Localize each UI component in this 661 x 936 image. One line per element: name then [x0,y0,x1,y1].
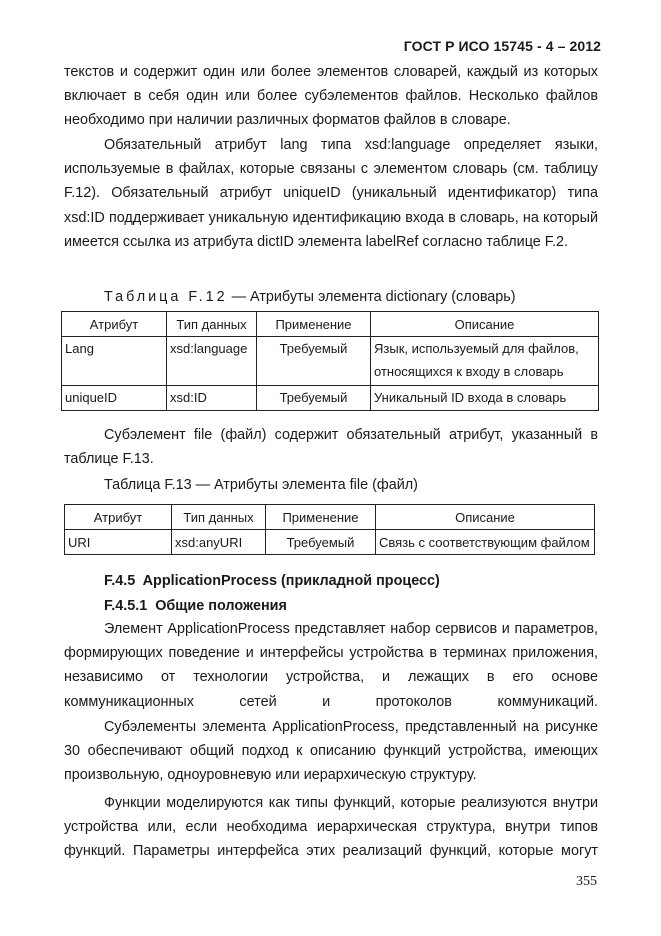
col-header-attribute: Атрибут [65,505,172,530]
cell-attribute: Lang [62,337,167,386]
paragraph-intro: текстов и содержит один или более элементов словарей, каждый из которых включает в себя один или более субэлементов файлов. Несколько файлов необходимо при наличии различных форматов файлов в словаре. [64,64,598,129]
cell-datatype: xsd:ID [167,386,257,411]
paragraph-application-process: Элемент ApplicationProcess представляет набор сервисов и параметров, формирующих поведение и интерфейсы устройства в терминах приложения, независимо от технологии устройства, и лежащих в его основе коммуникационных сетей и протоколов коммуникаций. [64,621,598,710]
table-row [62,337,599,386]
table-f12-caption [104,287,516,307]
table-f12-caption-label: Таблица F.12 [104,289,228,305]
table-f12-caption-text: — Атрибуты элемента dictionary (словарь) [227,289,516,305]
table-row [65,530,595,555]
col-header-usage: Применение [266,505,376,530]
cell-datatype: xsd:anyURI [172,530,266,555]
table-row [62,386,599,411]
cell-usage: Требуемый [257,386,371,411]
col-header-attribute: Атрибут [62,312,167,337]
cell-attribute: uniqueID [62,386,167,411]
cell-usage: Требуемый [266,530,376,555]
paragraph-file-subelement: Субэлемент file (файл) содержит обязательный атрибут, указанный в таблице F.13. [64,427,598,468]
section-heading-f45: F.4.5 ApplicationProcess (прикладной процесс) [104,573,440,589]
col-header-usage: Применение [257,312,371,337]
col-header-description: Описание [371,312,599,337]
document-header: ГОСТ Р ИСО 15745 - 4 – 2012 [403,38,601,54]
col-header-datatype: Тип данных [167,312,257,337]
cell-usage: Требуемый [257,337,371,386]
col-header-datatype: Тип данных [172,505,266,530]
paragraph-subelements: Субэлементы элемента ApplicationProcess, представленный на рисунке 30 обеспечивают общий подход к описанию функций устройства, имеющих произвольную, одноуровневую или иерархическую структуру. [64,719,598,784]
section-heading-f451: F.4.5.1 Общие положения [104,598,287,614]
col-header-description: Описание [376,505,595,530]
cell-datatype: xsd:language [167,337,257,386]
cell-description: Связь с соответствующим файлом [376,530,595,555]
cell-description-line: Язык, используемый для файлов, [374,341,579,356]
table-f12 [61,311,599,411]
page-number: 355 [576,874,597,889]
table-f13 [64,504,595,555]
cell-attribute: URI [65,530,172,555]
table-header-row [65,505,595,530]
cell-description [371,337,599,386]
paragraph-lang-attribute: Обязательный атрибут lang типа xsd:language определяет языки, используемые в файлах, которые связаны с элементом словарь (см. таблицу F.12). Обязательный атрибут uniqueID (уникальный идентификатор) типа xsd:ID поддерживает уникальную идентификацию входа в словарь, на который имеется ссылка из атрибута dictID элемента labelRef согласно таблице F.2. [64,137,598,250]
cell-description-line: относящихся к входу в словарь [374,364,564,379]
table-header-row [62,312,599,337]
paragraph-functions: Функции моделируются как типы функций, которые реализуются внутри устройства или, если необходима иерархическая структура, внутри типов функций. Параметры интерфейса этих реализаций функций, которые могут [64,795,598,860]
table-f13-caption: Таблица F.13 — Атрибуты элемента file (файл) [104,477,418,493]
cell-description: Уникальный ID входа в словарь [371,386,599,411]
